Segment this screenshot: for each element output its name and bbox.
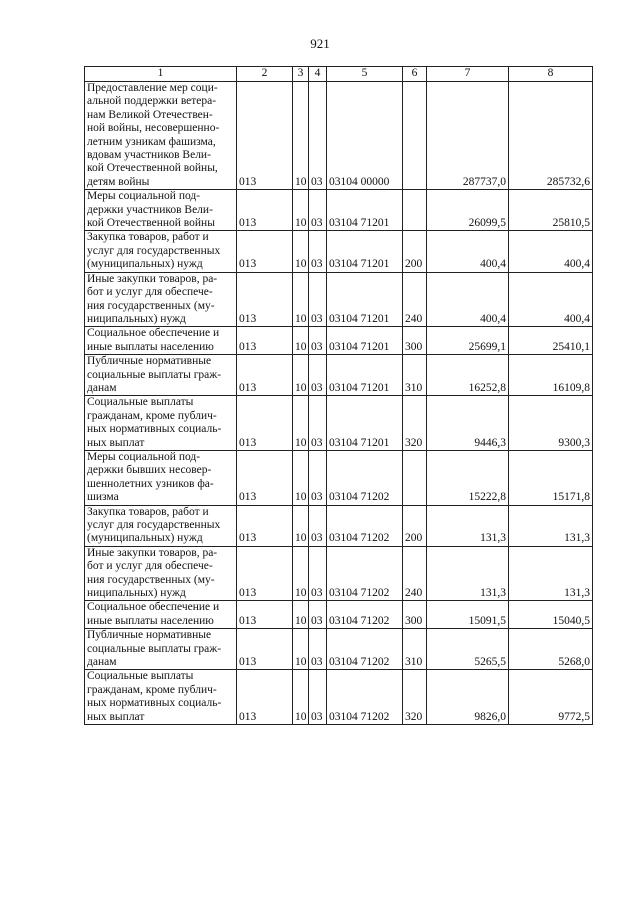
cell-section: 10 — [293, 327, 309, 355]
item-name-line: ниципальных) нужд — [87, 587, 186, 600]
table-row — [85, 670, 593, 725]
cell-subsection: 03 — [309, 82, 327, 190]
table-row — [85, 272, 593, 327]
cell-item-name — [85, 546, 237, 601]
cell-subsection: 03 — [309, 546, 327, 601]
cell-subsection: 03 — [309, 231, 327, 272]
table-row — [85, 396, 593, 451]
item-name-line: Иные закупки товаров, ра- — [87, 272, 218, 285]
budget-table — [84, 66, 593, 725]
cell-item-name — [85, 505, 237, 546]
item-name-line: Предоставление мер соци- — [87, 82, 218, 94]
table-row — [85, 546, 593, 601]
cell-admin-code: 013 — [237, 629, 293, 670]
item-name-line: ния государственных (му- — [87, 573, 215, 586]
cell-target-article: 03104 71202 — [327, 629, 403, 670]
header-row — [85, 67, 593, 82]
cell-item-name — [85, 190, 237, 231]
item-name-line: бот и услуг для обеспече- — [87, 286, 213, 299]
item-name-line: данам — [87, 656, 117, 669]
cell-amount-year-2: 9300,3 — [509, 396, 593, 451]
item-name-line: услуг для государственных — [87, 519, 221, 531]
cell-expense-type: 320 — [403, 670, 427, 725]
item-name-line: кой Отечественной войны, — [87, 162, 218, 175]
cell-section: 10 — [293, 82, 309, 190]
cell-admin-code: 013 — [237, 505, 293, 546]
cell-item-name — [85, 396, 237, 451]
table-row — [85, 327, 593, 355]
cell-expense-type: 200 — [403, 231, 427, 272]
header-cell-8: 8 — [509, 67, 593, 82]
cell-amount-year-1: 131,3 — [427, 505, 509, 546]
cell-admin-code: 013 — [237, 272, 293, 327]
item-name-line: держки участников Вели- — [87, 203, 213, 216]
cell-section: 10 — [293, 272, 309, 327]
table-row — [85, 82, 593, 190]
cell-item-name — [85, 670, 237, 725]
cell-subsection: 03 — [309, 601, 327, 629]
cell-amount-year-1: 9446,3 — [427, 396, 509, 451]
cell-admin-code: 013 — [237, 670, 293, 725]
cell-expense-type — [403, 82, 427, 190]
header-cell-7: 7 — [427, 67, 509, 82]
cell-admin-code: 013 — [237, 396, 293, 451]
table-row — [85, 450, 593, 505]
cell-section: 10 — [293, 505, 309, 546]
cell-expense-type: 310 — [403, 355, 427, 396]
cell-expense-type: 300 — [403, 327, 427, 355]
cell-expense-type: 200 — [403, 505, 427, 546]
cell-item-name — [85, 272, 237, 327]
header-cell-2: 2 — [237, 67, 293, 82]
cell-section: 10 — [293, 231, 309, 272]
item-name-line: бот и услуг для обеспече- — [87, 560, 213, 573]
table-row — [85, 629, 593, 670]
cell-amount-year-1: 9826,0 — [427, 670, 509, 725]
header-cell-4: 4 — [309, 67, 327, 82]
cell-subsection: 03 — [309, 505, 327, 546]
item-name-line: Меры социальной под- — [87, 450, 201, 463]
item-name-line: ных нормативных социаль- — [87, 697, 222, 710]
cell-target-article: 03104 71202 — [327, 601, 403, 629]
item-name-line: Закупка товаров, работ и — [87, 505, 209, 518]
cell-amount-year-1: 16252,8 — [427, 355, 509, 396]
item-name-line: Социальное обеспечение и — [87, 327, 220, 340]
cell-subsection: 03 — [309, 450, 327, 505]
cell-admin-code: 013 — [237, 450, 293, 505]
cell-item-name — [85, 231, 237, 272]
cell-amount-year-2: 400,4 — [509, 272, 593, 327]
header-cell-6: 6 — [403, 67, 427, 82]
table-row — [85, 231, 593, 272]
item-name-line: ных выплат — [87, 710, 145, 723]
item-name-line: альной поддержки ветера- — [87, 95, 217, 108]
cell-admin-code: 013 — [237, 546, 293, 601]
cell-item-name — [85, 355, 237, 396]
item-name-line: данам — [87, 381, 117, 394]
cell-subsection: 03 — [309, 396, 327, 451]
cell-section: 10 — [293, 396, 309, 451]
cell-amount-year-2: 25410,1 — [509, 327, 593, 355]
cell-admin-code: 013 — [237, 601, 293, 629]
cell-item-name — [85, 629, 237, 670]
cell-admin-code: 013 — [237, 231, 293, 272]
cell-section: 10 — [293, 546, 309, 601]
cell-expense-type — [403, 450, 427, 505]
cell-section: 10 — [293, 670, 309, 725]
cell-item-name — [85, 450, 237, 505]
cell-expense-type — [403, 190, 427, 231]
cell-amount-year-2: 15171,8 — [509, 450, 593, 505]
cell-expense-type: 240 — [403, 546, 427, 601]
cell-amount-year-1: 400,4 — [427, 231, 509, 272]
cell-amount-year-1: 287737,0 — [427, 82, 509, 190]
cell-amount-year-2: 400,4 — [509, 231, 593, 272]
cell-amount-year-2: 9772,5 — [509, 670, 593, 725]
item-name-line: детям войны — [87, 175, 150, 188]
item-name-line: Социальные выплаты — [87, 396, 194, 409]
item-name-line: нам Великой Отечествен- — [87, 108, 213, 121]
page-number: 921 — [310, 36, 330, 51]
item-name-line: иные выплаты населению — [87, 340, 214, 353]
cell-subsection: 03 — [309, 629, 327, 670]
cell-amount-year-2: 15040,5 — [509, 601, 593, 629]
item-name-line: Иные закупки товаров, ра- — [87, 546, 218, 559]
cell-item-name — [85, 601, 237, 629]
cell-amount-year-2: 285732,6 — [509, 82, 593, 190]
item-name-line: гражданам, кроме публич- — [87, 683, 217, 696]
cell-subsection: 03 — [309, 355, 327, 396]
cell-subsection: 03 — [309, 272, 327, 327]
item-name-line: ной войны, несовершенно- — [87, 122, 220, 135]
item-name-line: ных выплат — [87, 436, 145, 449]
cell-section: 10 — [293, 601, 309, 629]
cell-section: 10 — [293, 450, 309, 505]
item-name-line: ных нормативных социаль- — [87, 423, 222, 436]
cell-target-article: 03104 71202 — [327, 505, 403, 546]
cell-amount-year-2: 5268,0 — [509, 629, 593, 670]
cell-amount-year-2: 131,3 — [509, 546, 593, 601]
item-name-line: летним узникам фашизма, — [87, 135, 216, 148]
table-row — [85, 190, 593, 231]
cell-amount-year-1: 25699,1 — [427, 327, 509, 355]
cell-section: 10 — [293, 629, 309, 670]
item-name-line: (муниципальных) нужд — [87, 258, 203, 271]
cell-target-article: 03104 71201 — [327, 272, 403, 327]
header-cell-3: 3 — [293, 67, 309, 82]
item-name-line: социальные выплаты граж- — [87, 642, 222, 655]
header-cell-1: 1 — [85, 67, 237, 82]
item-name-line: Социальное обеспечение и — [87, 601, 220, 614]
cell-amount-year-2: 25810,5 — [509, 190, 593, 231]
cell-admin-code: 013 — [237, 355, 293, 396]
item-name-line: шеннолетних узников фа- — [87, 477, 214, 490]
item-name-line: кой Отечественной войны — [87, 217, 215, 230]
cell-target-article: 03104 71201 — [327, 327, 403, 355]
item-name-line: (муниципальных) нужд — [87, 532, 203, 545]
table-body — [85, 82, 593, 725]
cell-amount-year-1: 26099,5 — [427, 190, 509, 231]
item-name-line: шизма — [87, 491, 119, 504]
cell-admin-code: 013 — [237, 190, 293, 231]
header-cell-5: 5 — [327, 67, 403, 82]
cell-amount-year-2: 131,3 — [509, 505, 593, 546]
item-name-line: социальные выплаты граж- — [87, 368, 222, 381]
cell-amount-year-1: 131,3 — [427, 546, 509, 601]
cell-item-name — [85, 82, 237, 190]
item-name-line: Публичные нормативные — [87, 355, 212, 368]
item-name-line: ния государственных (му- — [87, 299, 215, 312]
cell-target-article: 03104 00000 — [327, 82, 403, 190]
item-name-line: Закупка товаров, работ и — [87, 231, 209, 244]
cell-target-article: 03104 71202 — [327, 670, 403, 725]
item-name-line: Социальные выплаты — [87, 670, 194, 683]
item-name-line: держки бывших несовер- — [87, 464, 212, 477]
cell-amount-year-2: 16109,8 — [509, 355, 593, 396]
cell-subsection: 03 — [309, 327, 327, 355]
cell-expense-type: 310 — [403, 629, 427, 670]
item-name-line: услуг для государственных — [87, 244, 221, 257]
cell-amount-year-1: 400,4 — [427, 272, 509, 327]
cell-expense-type: 300 — [403, 601, 427, 629]
cell-admin-code: 013 — [237, 82, 293, 190]
cell-amount-year-1: 5265,5 — [427, 629, 509, 670]
cell-amount-year-1: 15222,8 — [427, 450, 509, 505]
cell-target-article: 03104 71201 — [327, 355, 403, 396]
table-row — [85, 355, 593, 396]
cell-item-name — [85, 327, 237, 355]
cell-section: 10 — [293, 190, 309, 231]
item-name-line: Меры социальной под- — [87, 190, 201, 203]
cell-section: 10 — [293, 355, 309, 396]
cell-subsection: 03 — [309, 670, 327, 725]
cell-target-article: 03104 71201 — [327, 396, 403, 451]
item-name-line: Публичные нормативные — [87, 629, 212, 642]
cell-subsection: 03 — [309, 190, 327, 231]
cell-expense-type: 240 — [403, 272, 427, 327]
item-name-line: иные выплаты населению — [87, 614, 214, 627]
table-row — [85, 601, 593, 629]
cell-amount-year-1: 15091,5 — [427, 601, 509, 629]
item-name-line: гражданам, кроме публич- — [87, 409, 217, 422]
cell-admin-code: 013 — [237, 327, 293, 355]
cell-target-article: 03104 71201 — [327, 231, 403, 272]
cell-target-article: 03104 71202 — [327, 450, 403, 505]
cell-target-article: 03104 71202 — [327, 546, 403, 601]
cell-expense-type: 320 — [403, 396, 427, 451]
item-name-line: ниципальных) нужд — [87, 312, 186, 325]
item-name-line: вдовам участников Вели- — [87, 149, 211, 162]
table-row — [85, 505, 593, 546]
cell-target-article: 03104 71201 — [327, 190, 403, 231]
